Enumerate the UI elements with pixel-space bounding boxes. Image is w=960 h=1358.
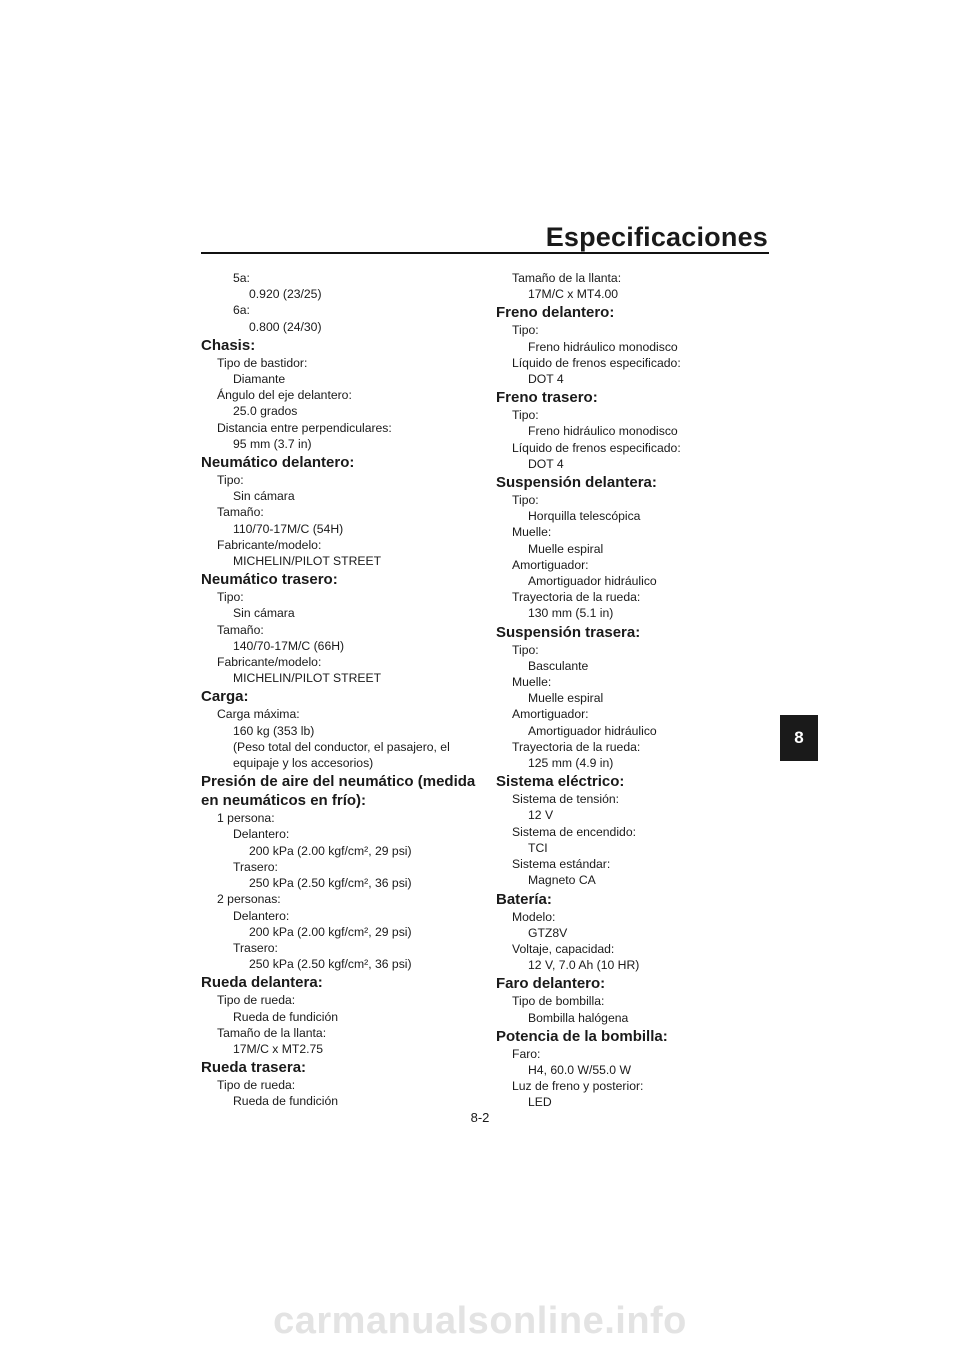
spec-label: Tipo:: [217, 590, 244, 605]
title-rule: [201, 252, 769, 254]
spec-label: Modelo:: [512, 909, 556, 924]
spec-value: 6a:: [233, 303, 250, 318]
section-heading: Chasis:: [201, 336, 256, 354]
section-heading: Freno delantero:: [496, 304, 615, 322]
spec-label: Tipo de rueda:: [217, 993, 296, 1008]
spec-value: 12 V, 7.0 Ah (10 HR): [528, 958, 640, 973]
spec-label: Tamaño:: [217, 622, 264, 637]
chapter-tab-label: 8: [794, 728, 804, 747]
spec-value: Muelle espiral: [528, 541, 604, 556]
spec-value: 140/70-17M/C (66H): [233, 638, 345, 653]
spec-label: Sistema de tensión:: [512, 792, 620, 807]
spec-label: 1 persona:: [217, 811, 275, 826]
spec-value: 17M/C x MT2.75: [233, 1041, 324, 1056]
spec-value: H4, 60.0 W/55.0 W: [528, 1062, 631, 1077]
spec-label: Tipo de rueda:: [217, 1078, 296, 1093]
spec-value: Amortiguador hidráulico: [528, 723, 657, 738]
spec-value: GTZ8V: [528, 925, 568, 940]
watermark: carmanualsonline.info: [273, 1300, 687, 1342]
spec-label: Tipo de bastidor:: [217, 355, 308, 370]
spec-label: Líquido de frenos especificado:: [512, 440, 681, 455]
spec-value: 200 kPa (2.00 kgf/cm², 29 psi): [249, 924, 412, 939]
spec-label: Muelle:: [512, 525, 552, 540]
section-heading: Suspensión delantera:: [496, 474, 657, 492]
spec-value: Muelle espiral: [528, 691, 604, 706]
spec-value: Sin cámara: [233, 606, 295, 621]
spec-value: 250 kPa (2.50 kgf/cm², 36 psi): [249, 957, 412, 972]
spec-value: Diamante: [233, 372, 286, 387]
spec-label: Faro:: [512, 1046, 541, 1061]
section-heading: Sistema eléctrico:: [496, 773, 625, 791]
section-heading: Batería:: [496, 890, 552, 908]
spec-label: Tipo:: [217, 473, 244, 488]
spec-value: Amortiguador hidráulico: [528, 574, 657, 589]
section-heading: Carga:: [201, 688, 249, 706]
spec-label: Fabricante/modelo:: [217, 537, 322, 552]
spec-label: Tipo:: [512, 323, 539, 338]
spec-label: Ángulo del eje delantero:: [217, 388, 352, 403]
spec-value: Freno hidráulico monodisco: [528, 339, 678, 354]
section-heading: Potencia de la bombilla:: [496, 1027, 668, 1045]
spec-value: Delantero:: [233, 908, 290, 923]
section-heading: Faro delantero:: [496, 975, 606, 993]
spec-label: Tipo de bombilla:: [512, 994, 605, 1009]
spec-value: 5a:: [233, 271, 250, 285]
spec-value: TCI: [528, 840, 548, 855]
spec-value: Magneto CA: [528, 873, 596, 888]
spec-value: Freno hidráulico monodisco: [528, 424, 678, 439]
spec-label: Tipo:: [512, 408, 539, 423]
spec-label: Líquido de frenos especificado:: [512, 355, 681, 370]
spec-value: Bombilla halógena: [528, 1010, 629, 1025]
spec-label: Sistema estándar:: [512, 857, 611, 872]
page-number: 8-2: [470, 1110, 490, 1125]
spec-value: 17M/C x MT4.00: [528, 287, 619, 302]
spec-label: Tamaño de la llanta:: [217, 1025, 327, 1040]
spec-value: 130 mm (5.1 in): [528, 606, 614, 621]
spec-label: Trayectoria de la rueda:: [512, 590, 641, 605]
spec-value: DOT 4: [528, 456, 564, 471]
section-heading: en neumáticos en frío):: [201, 792, 367, 810]
spec-value: LED: [528, 1095, 552, 1110]
spec-value: Trasero:: [233, 859, 278, 874]
spec-value: 125 mm (4.9 in): [528, 756, 614, 771]
spec-value: Trasero:: [233, 940, 278, 955]
spec-column-right: [496, 270, 776, 1111]
spec-value: 95 mm (3.7 in): [233, 436, 312, 451]
spec-value: 200 kPa (2.00 kgf/cm², 29 psi): [249, 843, 412, 858]
spec-value: Delantero:: [233, 827, 290, 842]
spec-value: 160 kg (353 lb): [233, 723, 315, 738]
spec-label: Sistema de encendido:: [512, 824, 636, 839]
chapter-tab[interactable]: [780, 715, 818, 761]
section-heading: Presión de aire del neumático (medida: [201, 773, 476, 791]
spec-value: equipaje y los accesorios): [233, 756, 374, 771]
spec-value: 12 V: [528, 808, 554, 823]
spec-label: Amortiguador:: [512, 557, 589, 572]
spec-value: 250 kPa (2.50 kgf/cm², 36 psi): [249, 876, 412, 891]
spec-value: Rueda de fundición: [233, 1094, 339, 1109]
spec-value: Sin cámara: [233, 489, 295, 504]
spec-label: Fabricante/modelo:: [217, 655, 322, 670]
section-heading: Neumático trasero:: [201, 571, 338, 589]
spec-column-left: [201, 270, 481, 1110]
spec-label: Tamaño:: [217, 505, 264, 520]
spec-label: Amortiguador:: [512, 707, 589, 722]
spec-value: 0.920 (23/25): [249, 287, 322, 302]
spec-value: (Peso total del conductor, el pasajero, el: [233, 739, 450, 754]
spec-value: DOT 4: [528, 372, 564, 387]
section-heading: Freno trasero:: [496, 389, 598, 407]
section-heading: Suspensión trasera:: [496, 623, 641, 641]
spec-label: Distancia entre perpendiculares:: [217, 420, 392, 435]
spec-label: Tamaño de la llanta:: [512, 271, 622, 285]
spec-value: 110/70-17M/C (54H): [233, 521, 344, 536]
spec-label: 2 personas:: [217, 892, 281, 907]
spec-value: Horquilla telescópica: [528, 509, 641, 524]
spec-label: Voltaje, capacidad:: [512, 941, 615, 956]
section-heading: Rueda trasera:: [201, 1059, 307, 1077]
spec-label: Tipo:: [512, 642, 539, 657]
spec-value: Basculante: [528, 658, 589, 673]
spec-label: Trayectoria de la rueda:: [512, 739, 641, 754]
spec-value: MICHELIN/PILOT STREET: [233, 554, 382, 569]
spec-label: Luz de freno y posterior:: [512, 1079, 644, 1094]
section-heading: Rueda delantera:: [201, 974, 323, 992]
spec-value: Rueda de fundición: [233, 1009, 339, 1024]
spec-value: 0.800 (24/30): [249, 319, 322, 334]
spec-label: Tipo:: [512, 493, 539, 508]
spec-value: 25.0 grados: [233, 404, 298, 419]
spec-label: Muelle:: [512, 675, 552, 690]
spec-value: MICHELIN/PILOT STREET: [233, 671, 382, 686]
spec-label: Carga máxima:: [217, 707, 300, 722]
section-heading: Neumático delantero:: [201, 454, 355, 472]
page-title: Especificaciones: [545, 222, 768, 252]
